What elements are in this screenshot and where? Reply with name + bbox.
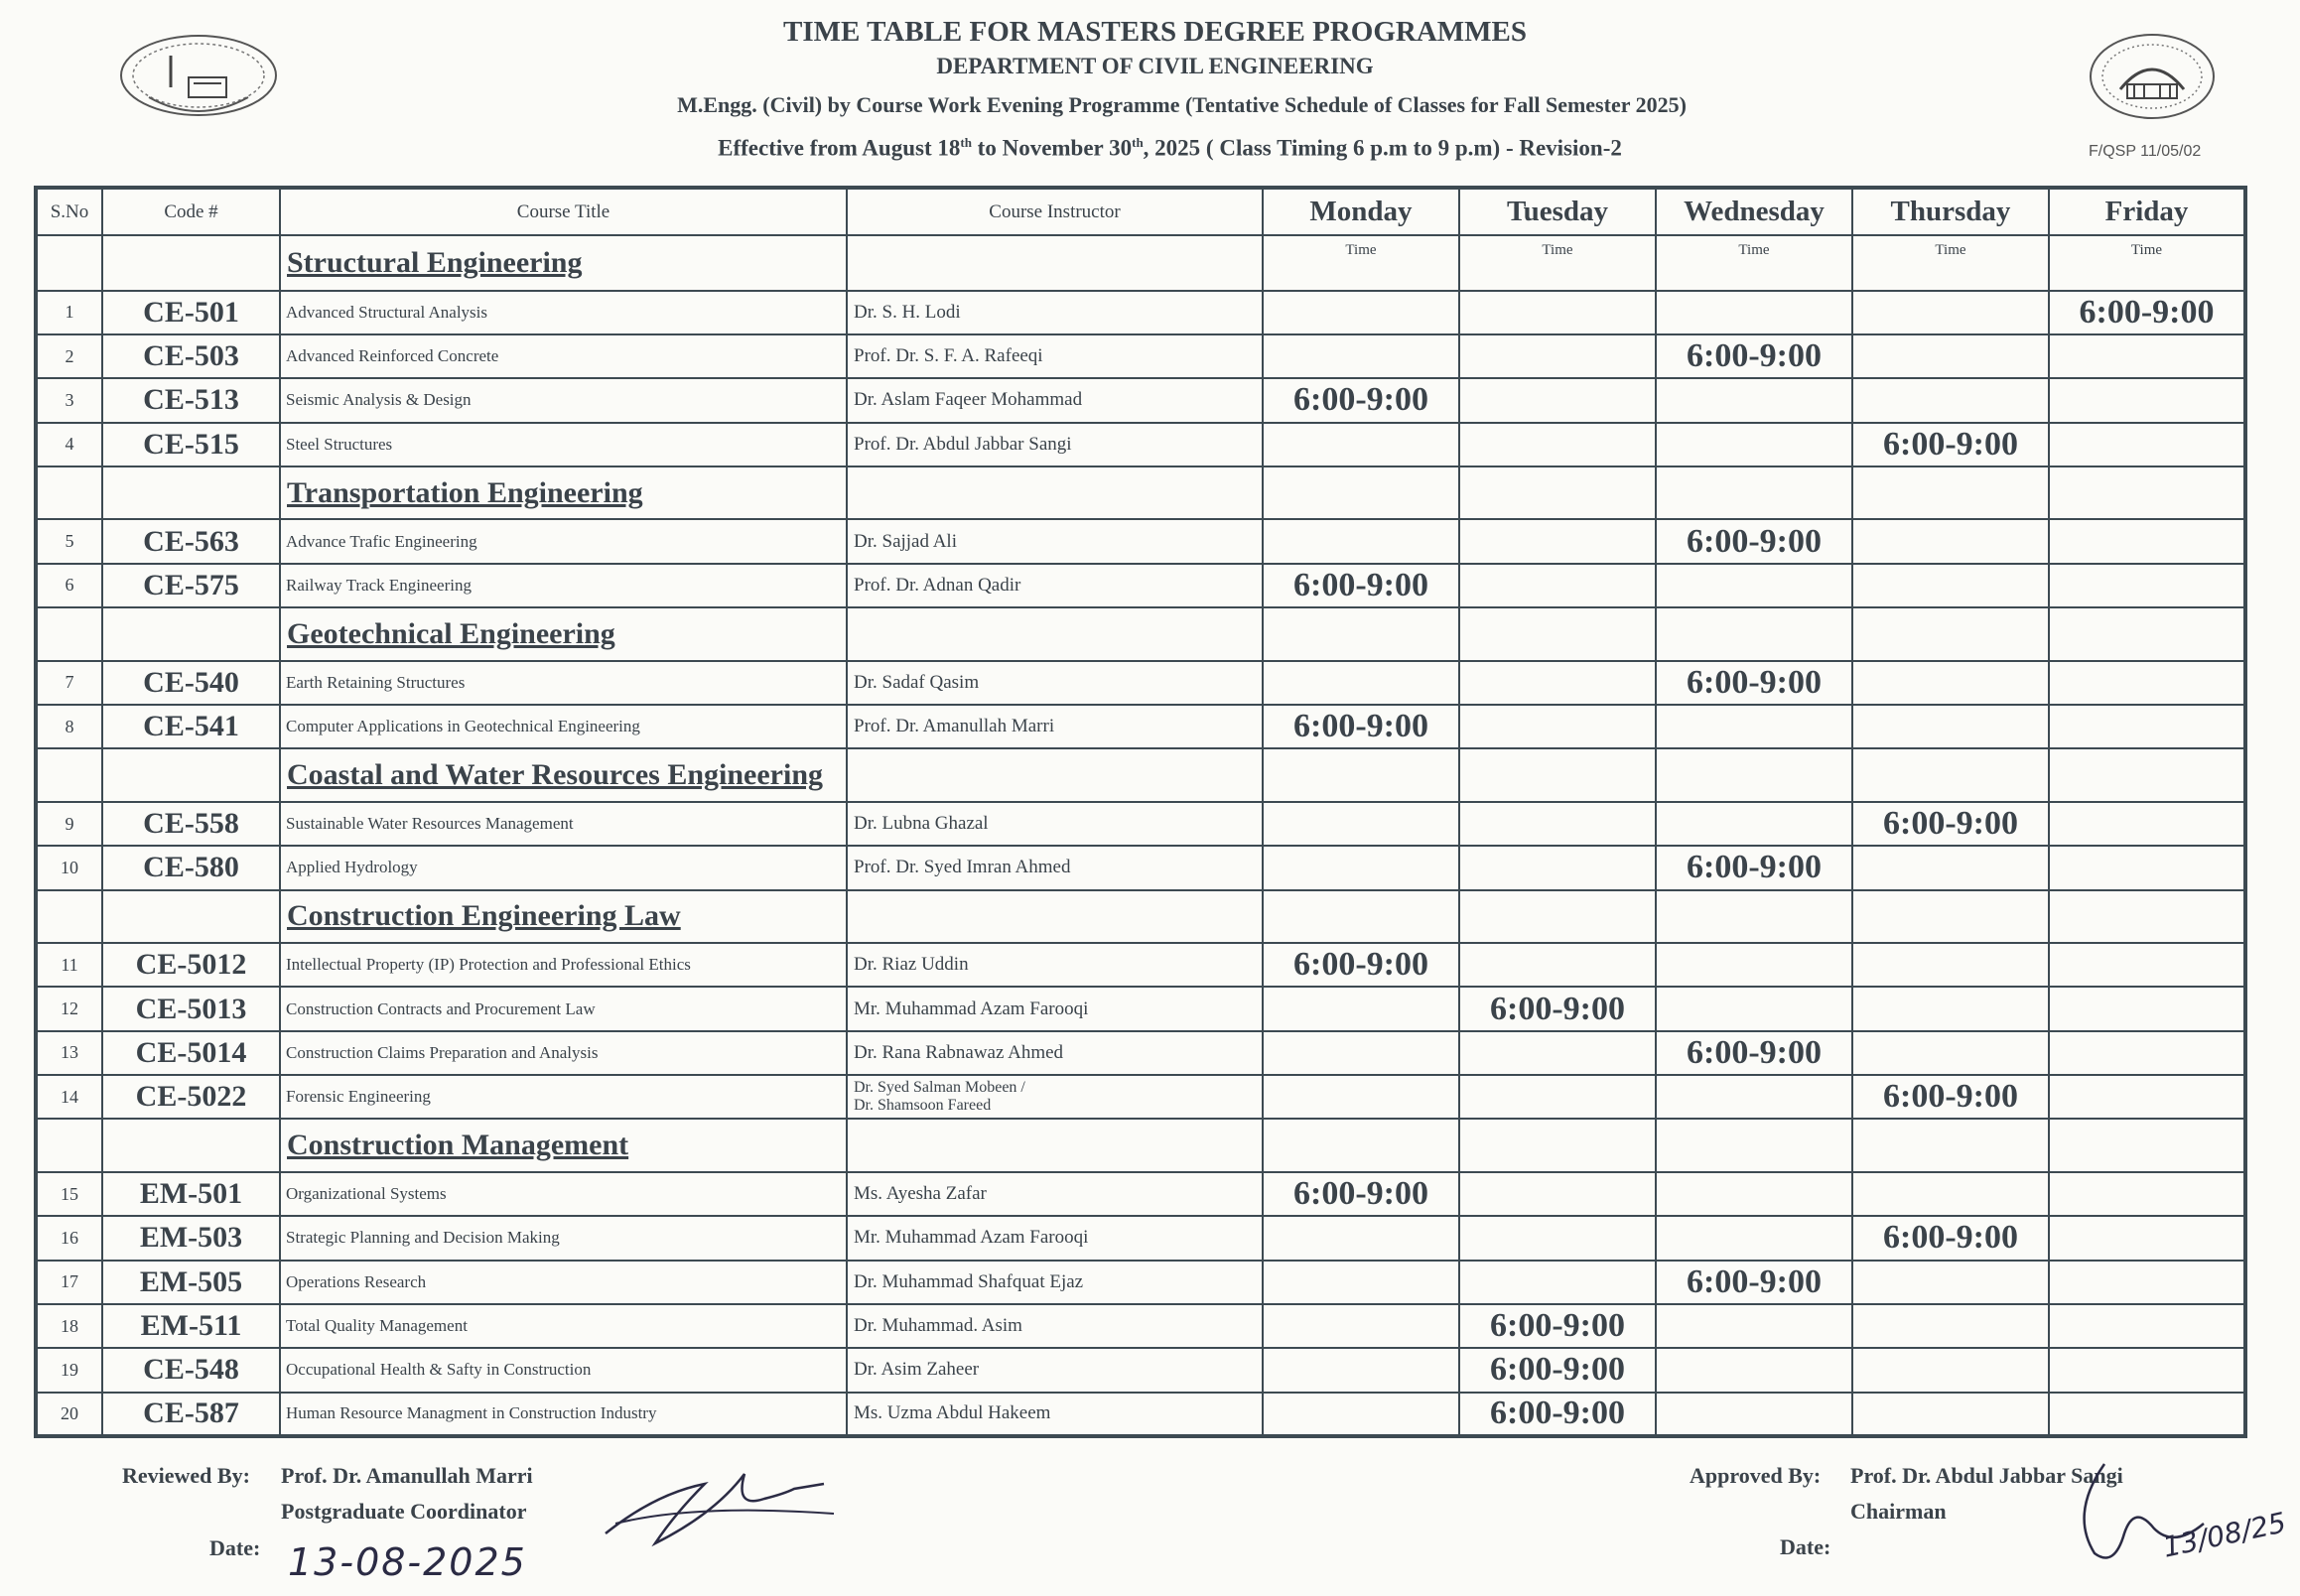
serial-number: 7 (36, 661, 102, 705)
course-title: Earth Retaining Structures (280, 661, 847, 705)
empty-slot (1263, 1304, 1459, 1348)
empty-slot (1852, 846, 2049, 889)
time-label: Time (1656, 235, 1852, 291)
empty-slot (1459, 943, 1656, 987)
empty-slot (1852, 661, 2049, 705)
course-code: CE-558 (102, 802, 280, 846)
empty-slot (1852, 564, 2049, 607)
empty-slot (1852, 378, 2049, 422)
empty-cell (847, 1119, 1263, 1172)
course-row (36, 1348, 2245, 1392)
empty-slot (1459, 661, 1656, 705)
empty-slot (1656, 378, 1852, 422)
empty-slot (1459, 423, 1656, 466)
empty-cell (36, 466, 102, 520)
serial-number: 4 (36, 423, 102, 466)
course-code: EM-503 (102, 1216, 280, 1260)
course-code: CE-5012 (102, 943, 280, 987)
empty-slot (1459, 1172, 1656, 1216)
serial-number: 17 (36, 1261, 102, 1304)
empty-slot (2049, 1075, 2245, 1119)
course-code: EM-501 (102, 1172, 280, 1216)
course-title: Advance Trafic Engineering (280, 519, 847, 563)
empty-cell (2049, 748, 2245, 802)
course-instructor: Prof. Dr. Adnan Qadir (847, 564, 1263, 607)
serial-number: 5 (36, 519, 102, 563)
empty-slot (1459, 291, 1656, 334)
course-row (36, 705, 2245, 748)
approver-name: Prof. Dr. Abdul Jabbar Sangi (1850, 1463, 2123, 1488)
empty-slot (1656, 423, 1852, 466)
empty-slot (1852, 705, 2049, 748)
course-row (36, 378, 2245, 422)
department-name: DEPARTMENT OF CIVIL ENGINEERING (936, 54, 1374, 78)
empty-slot (2049, 423, 2245, 466)
class-slot: 6:00-9:00 (1656, 1031, 1852, 1075)
course-instructor: Dr. Rana Rabnawaz Ahmed (847, 1031, 1263, 1075)
reviewer-signature (596, 1454, 854, 1553)
course-instructor (847, 1075, 1263, 1119)
empty-slot (1459, 564, 1656, 607)
course-code: CE-515 (102, 423, 280, 466)
course-instructor: Prof. Dr. Abdul Jabbar Sangi (847, 423, 1263, 466)
effective-post: , 2025 ( Class Timing 6 p.m to 9 p.m) - Revision-2 (1143, 135, 1622, 161)
effective-sup1: th (960, 135, 972, 150)
empty-slot (1263, 987, 1459, 1030)
section-row (36, 607, 2245, 661)
empty-slot (2049, 1216, 2245, 1260)
empty-cell (102, 1119, 280, 1172)
empty-slot (1459, 519, 1656, 563)
column-header-row (36, 188, 2245, 235)
empty-slot (1852, 1304, 2049, 1348)
empty-slot (1852, 1393, 2049, 1436)
course-title: Forensic Engineering (280, 1075, 847, 1119)
section-heading: Structural Engineering (280, 235, 847, 291)
course-row (36, 802, 2245, 846)
serial-number: 18 (36, 1304, 102, 1348)
course-instructor: Prof. Dr. Amanullah Marri (847, 705, 1263, 748)
effective-mid: to November 30 (971, 135, 1133, 161)
course-row (36, 1304, 2245, 1348)
course-code: CE-563 (102, 519, 280, 563)
reviewed-date-label: Date: (209, 1535, 261, 1560)
course-title: Computer Applications in Geotechnical Engineering (280, 705, 847, 748)
class-slot: 6:00-9:00 (1459, 1393, 1656, 1436)
empty-cell (1459, 607, 1656, 661)
empty-slot (1459, 846, 1656, 889)
empty-slot (1459, 1261, 1656, 1304)
empty-slot (1656, 987, 1852, 1030)
course-row (36, 987, 2245, 1030)
empty-cell (102, 607, 280, 661)
course-row (36, 423, 2245, 466)
empty-slot (1656, 1304, 1852, 1348)
course-instructor: Dr. Sajjad Ali (847, 519, 1263, 563)
empty-slot (2049, 334, 2245, 378)
reviewed-date-handwritten: 13-08-2025 (288, 1540, 527, 1584)
serial-number: 10 (36, 846, 102, 889)
empty-slot (1656, 1075, 1852, 1119)
empty-slot (1459, 1031, 1656, 1075)
empty-cell (2049, 607, 2245, 661)
time-label: Time (1459, 235, 1656, 291)
class-slot: 6:00-9:00 (1656, 1261, 1852, 1304)
empty-slot (1656, 1393, 1852, 1436)
empty-cell (102, 890, 280, 944)
course-row (36, 334, 2245, 378)
empty-slot (2049, 661, 2245, 705)
instructor-line-2: Dr. Shamsoon Fareed (854, 1097, 992, 1115)
course-row (36, 1216, 2245, 1260)
course-code: CE-587 (102, 1393, 280, 1436)
col-sno: S.No (36, 188, 102, 235)
empty-slot (1852, 519, 2049, 563)
empty-slot (1263, 1031, 1459, 1075)
col-tuesday: Tuesday (1459, 188, 1656, 235)
course-instructor: Prof. Dr. Syed Imran Ahmed (847, 846, 1263, 889)
empty-cell (36, 748, 102, 802)
approved-by-label: Approved By: (1690, 1463, 1822, 1488)
empty-slot (2049, 378, 2245, 422)
empty-slot (2049, 1304, 2245, 1348)
empty-cell (1656, 890, 1852, 944)
empty-slot (2049, 987, 2245, 1030)
course-row (36, 1172, 2245, 1216)
class-slot: 6:00-9:00 (1263, 564, 1459, 607)
approved-date-handwritten: 13/08/25 (2159, 1506, 2289, 1564)
form-number: F/QSP 11/05/02 (2089, 143, 2202, 160)
empty-cell (1656, 607, 1852, 661)
course-title: Advanced Structural Analysis (280, 291, 847, 334)
course-instructor: Ms. Uzma Abdul Hakeem (847, 1393, 1263, 1436)
section-heading: Geotechnical Engineering (280, 607, 847, 661)
empty-slot (2049, 1261, 2245, 1304)
course-code: CE-5014 (102, 1031, 280, 1075)
course-title: Applied Hydrology (280, 846, 847, 889)
course-code: CE-513 (102, 378, 280, 422)
course-code: CE-541 (102, 705, 280, 748)
empty-slot (1852, 1261, 2049, 1304)
class-slot: 6:00-9:00 (1459, 1348, 1656, 1392)
course-title: Railway Track Engineering (280, 564, 847, 607)
empty-cell (1459, 890, 1656, 944)
section-heading: Transportation Engineering (280, 466, 847, 520)
course-title: Steel Structures (280, 423, 847, 466)
course-row (36, 661, 2245, 705)
section-heading: Construction Engineering Law (280, 890, 847, 944)
empty-cell (847, 748, 1263, 802)
course-instructor: Dr. S. H. Lodi (847, 291, 1263, 334)
section-row (36, 466, 2245, 520)
reviewed-by-label: Reviewed By: (122, 1463, 250, 1488)
empty-slot (2049, 1393, 2245, 1436)
empty-slot (1459, 1075, 1656, 1119)
course-code: CE-501 (102, 291, 280, 334)
course-title: Occupational Health & Safty in Construction (280, 1348, 847, 1392)
empty-slot (1263, 291, 1459, 334)
empty-slot (1263, 519, 1459, 563)
empty-slot (1263, 1075, 1459, 1119)
empty-cell (102, 235, 280, 291)
course-instructor: Dr. Riaz Uddin (847, 943, 1263, 987)
course-code: CE-5013 (102, 987, 280, 1030)
col-wednesday: Wednesday (1656, 188, 1852, 235)
course-code: EM-505 (102, 1261, 280, 1304)
effective-sup2: th (1132, 135, 1144, 150)
course-instructor: Prof. Dr. S. F. A. Rafeeqi (847, 334, 1263, 378)
programme-description: M.Engg. (Civil) by Course Work Evening Programme (Tentative Schedule of Classes for Fall Semester 2025) (677, 92, 1687, 117)
col-course-title: Course Title (280, 188, 847, 235)
empty-cell (36, 890, 102, 944)
course-title: Organizational Systems (280, 1172, 847, 1216)
course-instructor: Dr. Sadaf Qasim (847, 661, 1263, 705)
empty-slot (1263, 846, 1459, 889)
empty-cell (847, 466, 1263, 520)
instructor-line-1: Dr. Syed Salman Mobeen / (854, 1079, 1025, 1097)
serial-number: 9 (36, 802, 102, 846)
course-title: Construction Contracts and Procurement Law (280, 987, 847, 1030)
empty-cell (1852, 748, 2049, 802)
course-instructor: Mr. Muhammad Azam Farooqi (847, 987, 1263, 1030)
empty-cell (1459, 466, 1656, 520)
empty-cell (1459, 748, 1656, 802)
empty-slot (1852, 1031, 2049, 1075)
section-row (36, 890, 2245, 944)
class-slot: 6:00-9:00 (1656, 846, 1852, 889)
empty-cell (36, 1119, 102, 1172)
serial-number: 16 (36, 1216, 102, 1260)
empty-slot (1459, 334, 1656, 378)
course-code: CE-548 (102, 1348, 280, 1392)
class-slot: 6:00-9:00 (1852, 1216, 2049, 1260)
course-code: CE-540 (102, 661, 280, 705)
course-instructor: Mr. Muhammad Azam Farooqi (847, 1216, 1263, 1260)
class-slot: 6:00-9:00 (1852, 1075, 2049, 1119)
empty-cell (102, 466, 280, 520)
empty-slot (2049, 943, 2245, 987)
effective-pre: Effective from August 18 (718, 135, 961, 161)
empty-slot (1852, 1348, 2049, 1392)
empty-cell (1656, 466, 1852, 520)
course-row (36, 291, 2245, 334)
empty-slot (1263, 802, 1459, 846)
reviewer-role: Postgraduate Coordinator (281, 1499, 527, 1524)
empty-slot (1656, 564, 1852, 607)
empty-cell (36, 607, 102, 661)
col-monday: Monday (1263, 188, 1459, 235)
course-instructor: Ms. Ayesha Zafar (847, 1172, 1263, 1216)
approver-signature (2065, 1454, 2214, 1578)
class-slot: 6:00-9:00 (1459, 1304, 1656, 1348)
course-title: Human Resource Managment in Construction Industry (280, 1393, 847, 1436)
empty-slot (1656, 1216, 1852, 1260)
empty-cell (1263, 890, 1459, 944)
page-title: TIME TABLE FOR MASTERS DEGREE PROGRAMMES (783, 16, 1527, 48)
class-slot: 6:00-9:00 (1852, 802, 2049, 846)
empty-slot (1656, 291, 1852, 334)
course-title: Advanced Reinforced Concrete (280, 334, 847, 378)
empty-cell (1656, 748, 1852, 802)
effective-dates (20, 135, 2300, 162)
empty-cell (847, 235, 1263, 291)
approved-date-label: Date: (1780, 1534, 1831, 1559)
empty-slot (1852, 943, 2049, 987)
empty-slot (2049, 519, 2245, 563)
col-code: Code # (102, 188, 280, 235)
class-slot: 6:00-9:00 (1263, 943, 1459, 987)
class-slot: 6:00-9:00 (1263, 1172, 1459, 1216)
empty-slot (1263, 1348, 1459, 1392)
empty-slot (1459, 378, 1656, 422)
class-slot: 6:00-9:00 (1656, 661, 1852, 705)
section-row (36, 748, 2245, 802)
time-label: Time (2049, 235, 2245, 291)
empty-cell (1852, 890, 2049, 944)
time-label: Time (1263, 235, 1459, 291)
time-label-row (36, 235, 2245, 291)
serial-number: 13 (36, 1031, 102, 1075)
course-title: Total Quality Management (280, 1304, 847, 1348)
serial-number: 20 (36, 1393, 102, 1436)
class-slot: 6:00-9:00 (1656, 334, 1852, 378)
course-instructor: Dr. Lubna Ghazal (847, 802, 1263, 846)
course-row (36, 846, 2245, 889)
section-heading: Coastal and Water Resources Engineering (280, 748, 847, 802)
empty-cell (1263, 748, 1459, 802)
class-slot: 6:00-9:00 (1852, 423, 2049, 466)
empty-cell (2049, 466, 2245, 520)
empty-slot (1263, 1393, 1459, 1436)
empty-slot (2049, 564, 2245, 607)
course-row (36, 564, 2245, 607)
section-row (36, 1119, 2245, 1172)
empty-cell (1852, 1119, 2049, 1172)
empty-cell (1459, 1119, 1656, 1172)
class-slot: 6:00-9:00 (1263, 378, 1459, 422)
empty-slot (2049, 802, 2245, 846)
empty-slot (1459, 705, 1656, 748)
course-row (36, 1393, 2245, 1436)
empty-slot (2049, 1348, 2245, 1392)
empty-cell (847, 607, 1263, 661)
timetable (34, 186, 2247, 1438)
serial-number: 2 (36, 334, 102, 378)
timetable-body (36, 235, 2245, 1436)
course-title: Sustainable Water Resources Management (280, 802, 847, 846)
course-row (36, 519, 2245, 563)
section-heading: Construction Management (280, 1119, 847, 1172)
class-slot: 6:00-9:00 (1656, 519, 1852, 563)
serial-number: 19 (36, 1348, 102, 1392)
serial-number: 8 (36, 705, 102, 748)
course-instructor: Dr. Muhammad Shafquat Ejaz (847, 1261, 1263, 1304)
course-row (36, 1031, 2245, 1075)
course-row (36, 1075, 2245, 1119)
empty-cell (36, 235, 102, 291)
serial-number: 1 (36, 291, 102, 334)
empty-slot (1263, 661, 1459, 705)
empty-cell (1263, 466, 1459, 520)
empty-slot (1852, 291, 2049, 334)
empty-cell (2049, 1119, 2245, 1172)
course-title: Operations Research (280, 1261, 847, 1304)
serial-number: 6 (36, 564, 102, 607)
empty-slot (1852, 334, 2049, 378)
empty-slot (1656, 705, 1852, 748)
col-instructor: Course Instructor (847, 188, 1263, 235)
serial-number: 14 (36, 1075, 102, 1119)
time-label: Time (1852, 235, 2049, 291)
empty-slot (1852, 1172, 2049, 1216)
serial-number: 11 (36, 943, 102, 987)
empty-slot (1263, 334, 1459, 378)
empty-cell (1656, 1119, 1852, 1172)
empty-slot (1459, 1216, 1656, 1260)
serial-number: 3 (36, 378, 102, 422)
empty-slot (1656, 943, 1852, 987)
col-thursday: Thursday (1852, 188, 2049, 235)
empty-slot (2049, 705, 2245, 748)
empty-slot (1656, 1348, 1852, 1392)
empty-cell (102, 748, 280, 802)
class-slot: 6:00-9:00 (1263, 705, 1459, 748)
col-friday: Friday (2049, 188, 2245, 235)
course-title: Seismic Analysis & Design (280, 378, 847, 422)
empty-cell (847, 890, 1263, 944)
course-instructor: Dr. Aslam Faqeer Mohammad (847, 378, 1263, 422)
serial-number: 15 (36, 1172, 102, 1216)
empty-slot (1263, 423, 1459, 466)
course-title: Intellectual Property (IP) Protection and Professional Ethics (280, 943, 847, 987)
course-title: Construction Claims Preparation and Analysis (280, 1031, 847, 1075)
course-code: CE-580 (102, 846, 280, 889)
empty-slot (2049, 1031, 2245, 1075)
course-instructor: Dr. Asim Zaheer (847, 1348, 1263, 1392)
empty-cell (1852, 466, 2049, 520)
empty-slot (1263, 1216, 1459, 1260)
course-code: EM-511 (102, 1304, 280, 1348)
course-title: Strategic Planning and Decision Making (280, 1216, 847, 1260)
empty-slot (1656, 802, 1852, 846)
empty-slot (2049, 1172, 2245, 1216)
class-slot: 6:00-9:00 (1459, 987, 1656, 1030)
empty-slot (1263, 1261, 1459, 1304)
course-row (36, 943, 2245, 987)
serial-number: 12 (36, 987, 102, 1030)
empty-slot (1459, 802, 1656, 846)
empty-cell (2049, 890, 2245, 944)
course-instructor: Dr. Muhammad. Asim (847, 1304, 1263, 1348)
empty-slot (1852, 987, 2049, 1030)
empty-cell (1852, 607, 2049, 661)
course-code: CE-503 (102, 334, 280, 378)
empty-cell (1263, 607, 1459, 661)
class-slot: 6:00-9:00 (2049, 291, 2245, 334)
empty-cell (1263, 1119, 1459, 1172)
course-code: CE-575 (102, 564, 280, 607)
course-row (36, 1261, 2245, 1304)
empty-slot (1656, 1172, 1852, 1216)
approver-role: Chairman (1850, 1499, 1947, 1524)
course-code: CE-5022 (102, 1075, 280, 1119)
empty-slot (2049, 846, 2245, 889)
reviewer-name: Prof. Dr. Amanullah Marri (281, 1463, 533, 1488)
